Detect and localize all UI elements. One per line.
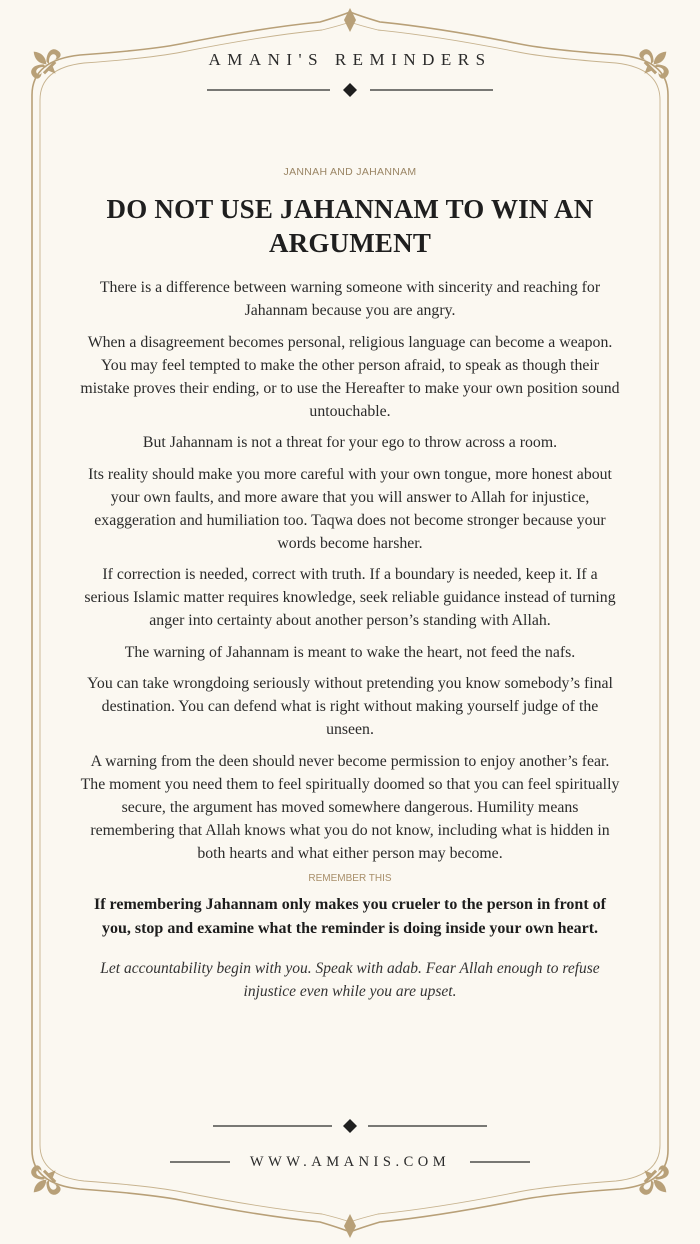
article-paragraph: When a disagreement becomes personal, religious language can become a weapon. You may feel tempted to make the other person afraid, to speak as though their mistake proves their ending, or to use the Hereafter to make your own position sound untouchable. <box>80 333 620 420</box>
website-url: WWW.AMANIS.COM <box>249 1154 451 1170</box>
remember-label: REMEMBER THIS <box>308 873 392 884</box>
article-paragraph: A warning from the deen should never become permission to enjoy another’s fear. The moment you need them to feel spiritually doomed so that you can feel spiritually secure, the argument has moved somewhere dangerous. Humility means remembering that Allah knows what you do not know, including what is hidden in both hearts and what either person may become. <box>80 752 620 862</box>
article-title: DO NOT USE JAHANNAM TO WIN AN ARGUMENT <box>106 194 594 258</box>
article-paragraph: Its reality should make you more careful with your own tongue, more honest about your own faults, and more aware that you will answer to Allah for injustice, exaggeration and humiliation too. Taqwa does not become stronger because your words become harsher. <box>88 465 612 552</box>
article-paragraph: If correction is needed, correct with truth. If a boundary is needed, keep it. If a serious Islamic matter requires knowledge, seek reliable guidance instead of turning anger into certainty about another person’s standing with Allah. <box>84 566 616 629</box>
diamond-ornament-icon <box>344 1214 356 1238</box>
closing-text: Let accountability begin with you. Speak with adab. Fear Allah enough to refuse injustice even while you are upset. <box>100 959 600 1000</box>
diamond-ornament-icon <box>344 8 356 32</box>
article-paragraph: You can take wrongdoing seriously without pretending you know somebody’s final destination. You can defend what is right without making yourself judge of the unseen. <box>87 675 613 738</box>
article-paragraph: But Jahannam is not a threat for your ego to throw across a room. <box>142 434 558 451</box>
brand-name: AMANI'S REMINDERS <box>208 50 492 69</box>
article-category: JANNAH AND JAHANNAM <box>283 166 417 178</box>
header-divider <box>207 83 493 97</box>
article-paragraph: There is a difference between warning someone with sincerity and reaching for Jahannam because you are angry. <box>99 279 601 319</box>
article-paragraph: The warning of Jahannam is meant to wake the heart, not feed the nafs. <box>124 643 576 661</box>
article <box>80 166 620 1018</box>
remember-text: If remembering Jahannam only makes you crueler to the person in front of you, stop and examine what the reminder is doing inside your own heart. <box>94 896 606 937</box>
